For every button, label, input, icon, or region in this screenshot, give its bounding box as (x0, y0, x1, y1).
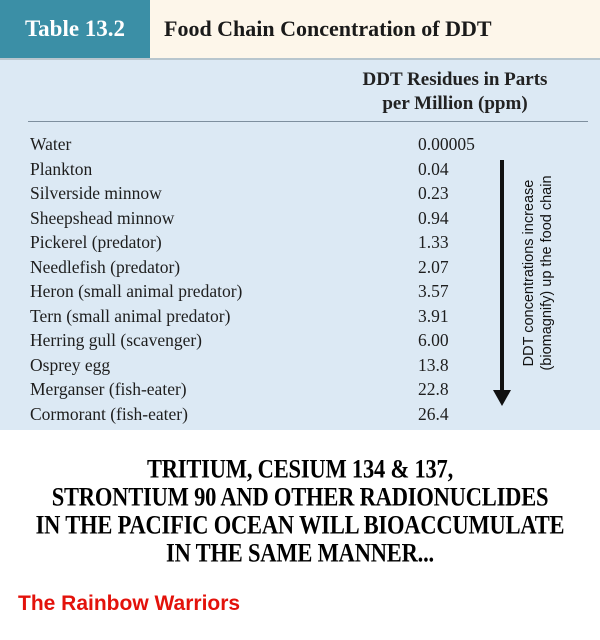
ppm-value: 22.8 (418, 379, 449, 399)
organism-name: Plankton (30, 158, 93, 179)
organism-name: Cormorant (fish-eater) (30, 403, 188, 424)
heading-divider (28, 121, 588, 122)
ppm-value: 13.8 (418, 354, 449, 375)
column-heading-line1: DDT Residues in Parts (362, 69, 548, 90)
organism-name: Osprey egg (30, 354, 111, 375)
ppm-value: 26.4 (418, 403, 449, 424)
column-heading-line2: per Million (ppm) (382, 93, 528, 114)
table-header (0, 0, 600, 60)
ppm-value: 6.00 (418, 330, 449, 350)
ppm-value: 2.07 (418, 256, 449, 277)
organism-name: Tern (small animal predator) (30, 305, 231, 326)
caption-line4: IN THE SAME MANNER... (166, 537, 434, 568)
ppm-value: 0.00005 (418, 134, 475, 154)
table-title: Food Chain Concentration of DDT (164, 16, 492, 41)
caption-line3: IN THE PACIFIC OCEAN WILL BIOACCUMULATE (35, 509, 565, 540)
organism-name: Water (30, 134, 72, 154)
arrow-note-line2: (biomagnify) up the food chain (539, 175, 555, 371)
ppm-value: 0.23 (418, 183, 449, 203)
ppm-value: 0.94 (418, 207, 449, 228)
ppm-value: 3.57 (418, 281, 449, 301)
brand-name: The Rainbow Warriors (18, 592, 241, 615)
caption-line2: STRONTIUM 90 AND OTHER RADIONUCLIDES (51, 481, 549, 512)
table-number-badge: Table 13.2 (0, 0, 150, 58)
column-heading (330, 68, 580, 116)
ppm-value: 0.04 (418, 158, 449, 179)
organism-name: Merganser (fish-eater) (30, 379, 187, 399)
organism-name: Sheepshead minnow (30, 207, 175, 228)
down-arrow-icon (500, 160, 504, 392)
ppm-value: 3.91 (418, 305, 449, 326)
organism-name: Pickerel (predator) (30, 232, 162, 252)
organism-name: Herring gull (scavenger) (30, 330, 203, 350)
organism-name: Needlefish (predator) (30, 256, 181, 277)
organism-name: Silverside minnow (30, 183, 162, 203)
ppm-value: 1.33 (418, 232, 449, 252)
caption-block (0, 455, 600, 567)
caption-line1: TRITIUM, CESIUM 134 & 137, (146, 453, 454, 484)
arrow-head-icon (493, 390, 511, 406)
organism-name: Heron (small animal predator) (30, 281, 243, 301)
arrow-note-line1: DDT concentrations increase (521, 179, 537, 367)
